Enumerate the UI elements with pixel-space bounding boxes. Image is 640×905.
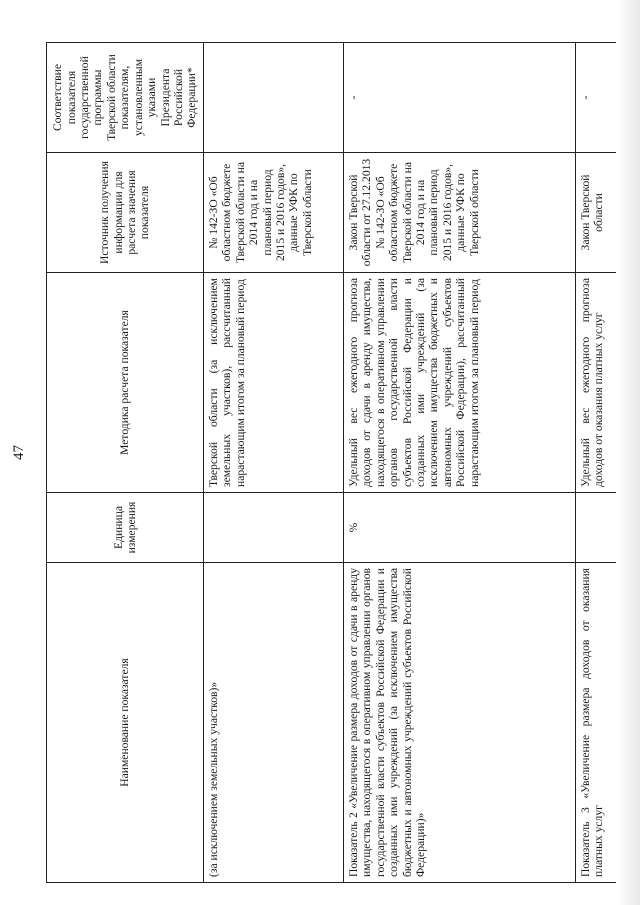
unit-cell: % (344, 493, 576, 563)
source-cell: Закон Тверской области (576, 153, 624, 273)
table-row (344, 43, 576, 883)
method-cell: Удельный вес ежегодного прогноза доходов от оказания платных услуг (576, 273, 624, 493)
method-cell: Тверской области (за исключением земельных участков), рассчитанный нарастающим итогом за плановый период (204, 273, 344, 493)
source-cell: Закон Тверской области от 27.12.2013 № 142-ЗО «Об областном бюджете Тверской области на 2014 год и на плановый период 2015 и 2016 годов», данные УФК по Тверской области (344, 153, 576, 273)
table-header-row (47, 43, 204, 883)
method-cell: Удельный вес ежегодного прогноза доходов от сдачи в аренду имущества, находящегося в оперативном управлении органов государственной власти субъектов Российской Федерации и созданных ими учреждений (за исключением имущества бюджетных и автономных учреждений субъектов Российской Федерации), рассчитанный нарастающим итогом за плановый период (344, 273, 576, 493)
rotated-table-container (46, 43, 626, 883)
compliance-cell: - (576, 43, 624, 153)
header-method: Методика расчета показателя (47, 273, 204, 493)
scan-edge-shadow (616, 0, 640, 905)
header-source: Источник получения информации для расчета значения показателя (47, 153, 204, 273)
compliance-cell: - (344, 43, 576, 153)
table-row (204, 43, 344, 883)
indicator-name-cell: (за исключением земельных участков)» (204, 563, 344, 883)
page-number: 47 (11, 445, 27, 460)
indicators-table (46, 42, 624, 883)
indicator-name-cell: Показатель 2 «Увеличение размера доходов от сдачи в аренду имущества, находящегося в оперативном управлении органов государственной власти субъектов Российской Федерации и созданных ими учреждений (за исключением имущества бюджетных и автономных учреждений субъектов Российской Федерации)» (344, 563, 576, 883)
source-cell: № 142-ЗО «Об областном бюджете Тверской области на 2014 год и на плановый период 2015 и 2016 годов», данные УФК по Тверской области (204, 153, 344, 273)
unit-cell (204, 493, 344, 563)
header-compliance: Соответствие показателя государственной программы Тверской области показателям, установленным указами Президента Российской Федерации* (47, 43, 204, 153)
header-indicator-name: Наименование показателя (47, 563, 204, 883)
indicator-name-cell: Показатель 3 «Увеличение размера доходов от оказания платных услуг (576, 563, 624, 883)
header-unit: Единица измерения (47, 493, 204, 563)
compliance-cell (204, 43, 344, 153)
